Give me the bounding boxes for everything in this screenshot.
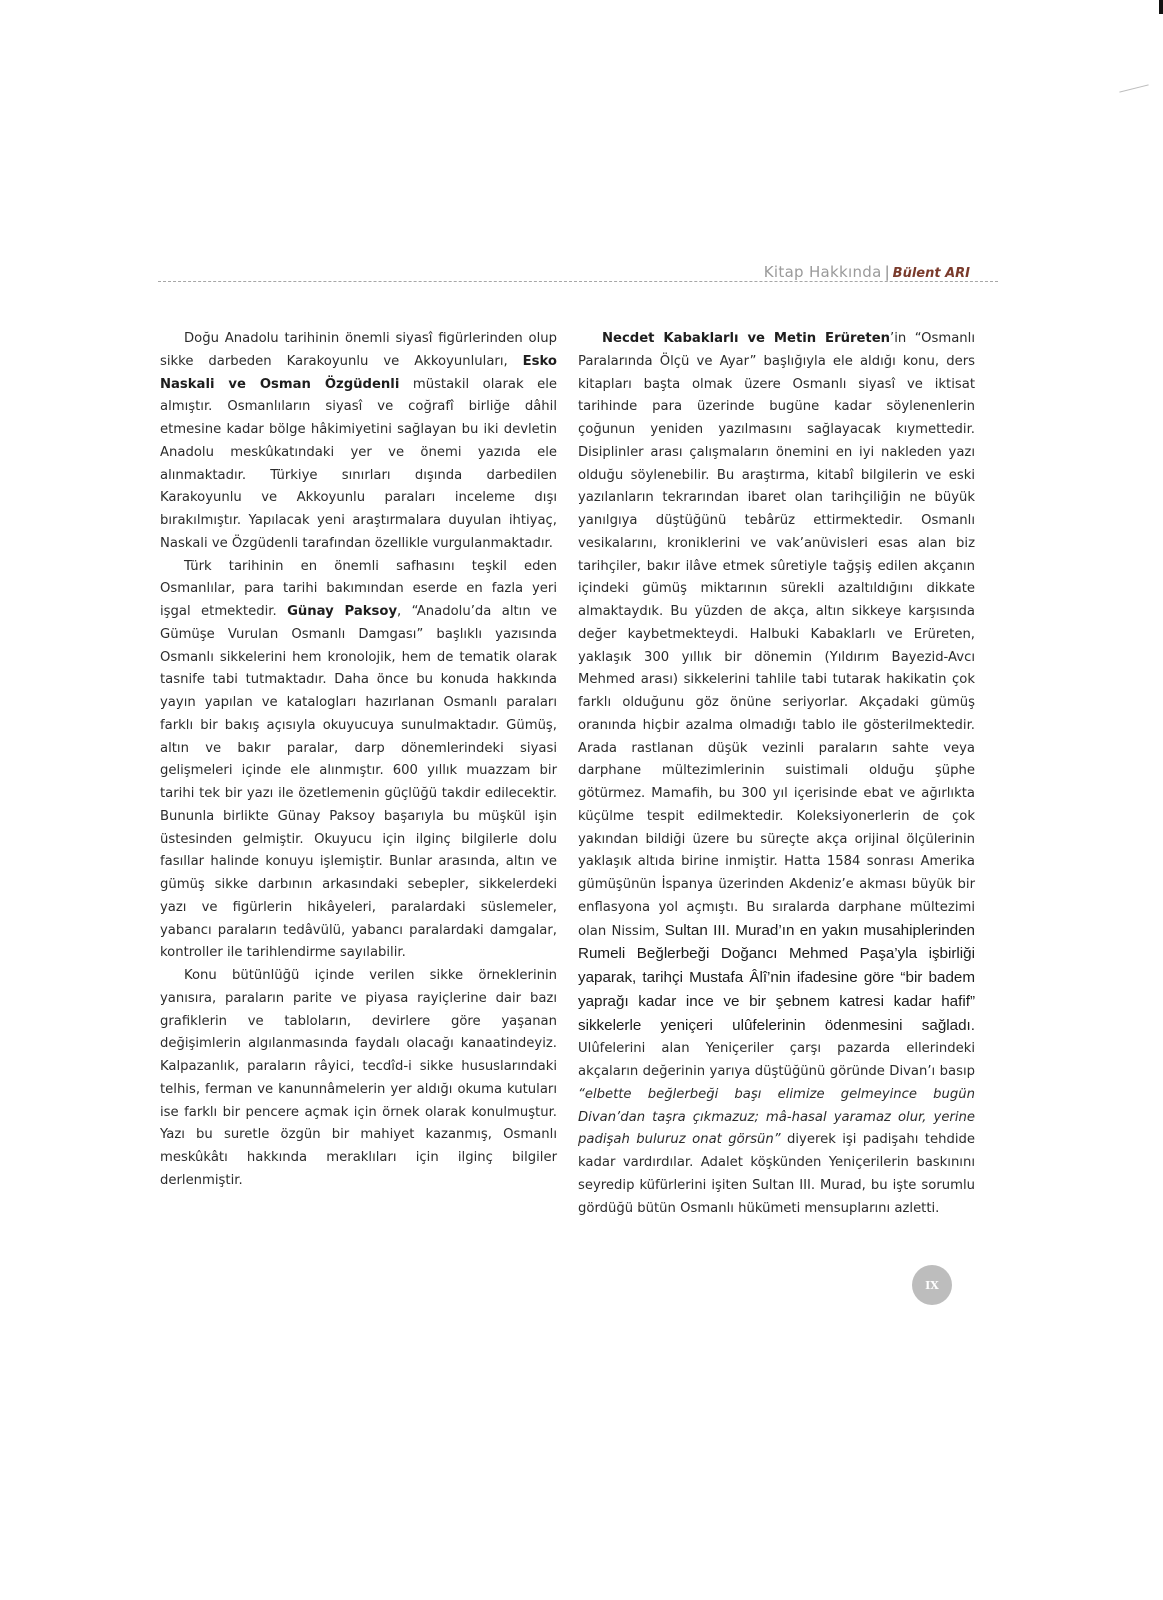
paragraph: Necdet Kabaklarlı ve Metin Erüreten’in “Osmanlı Paralarında Ölçü ve Ayar” başlığıyla ele aldığı konu, ders kitapları başta olmak üzere Osmanlı siyasî ve iktisat tarihinde para üzerinde bugüne kadar söylenenlerin çoğunun yeniden yazılmasını sağlayacak kıymettedir. Disiplinler arası çalışmaların önemini en iyi nakleden yazı olduğu söylenebilir. Bu araştırma, kitabî bilgilerin ve eski yazılanların tekrarından ibaret olan tarihçiliğin ne büyük yanılgıya düştüğünü tebârüz ettirmektedir. Osmanlı vesikalarını, kroniklerini ve vak’anüvisleri esas alan biz tarihçiler, bakır ilâve etmek sûretiyle tağşiş edilen akçanın içindeki gümüş miktarının sürekli azaltıldığını dikkate almaktaydık. Bu yüzden de akça, altın sikkeye karşısında değer kaybetmekteydi. Halbuki Kabaklarlı ve Erüreten, yaklaşık 300 yıllık bir dönemin (Yıldırım Bayezid-Avcı Mehmed arası) sikkelerini tahlile tabi tutarak hakikatin çok farklı olduğunu göz önüne seriyorlar. Akçadaki gümüş oranında hiçbir azalma olmadığı tablo ile gösterilmektedir. Arada rastlanan düşük vezinli paraların sahte veya darphane mültezimlerinin suistimali olduğu şüphe götürmez. Mamafih, bu 300 yıl içerisinde ebat ve ağırlıkta küçülme tespit edilmektedir. Koleksiyonerlerin de çok yakından bildiği üzere bu süreçte akça orijinal ölçülerinin yaklaşık altıda birine inmiştir. Hatta 1584 sonrası Amerika gümüşünün İspanya üzerinden Akdeniz’e akması büyük bir enflasyona yol açmıştı. Bu sıralarda darphane mültezimi olan Nissim, Sultan III. Murad’ın en yakın musahiplerinden Rumeli Beğlerbeği Doğancı Mehmed Paşa’yla işbirliği yaparak, tarihçi Mustafa Âlî’nin ifadesine göre “bir badem yaprağı kadar ince ve bir şebnem katresi kadar hafif” sikkelerle yeniçeri ulûfelerinin ödenmesini sağladı. Ulûfelerini alan Yeniçeriler çarşı pazarda ellerindeki akçaların değerinin yarıya düştüğünü göründe Divan’ı basıp “elbette beğlerbeği başı elimize gelmeyince bugün Divan’dan taşra çıkmazuz; mâ-hasal yaramaz olur, yerine padişah buluruz onat görsün” diyerek işi padişahı tehdide kadar vardırdılar. Adalet köşkünden Yeniçerilerin baskınını seyredip küfürlerini işiten Sultan III. Murad, bu işte sorumlu gördüğü bütün Osmanlı hükümeti mensuplarını azletti. bbox=[578, 331, 975, 1216]
page-number-badge: IX bbox=[912, 1265, 952, 1305]
paragraph: Konu bütünlüğü içinde verilen sikke örneklerinin yanısıra, paraların parite ve piyasa rayiçlerine dair bazı grafiklerin ve tabloların, devirlere göre yaşanan değişimlerin algılanmasında faydalı olacağı kanaatindeyiz. Kalpazanlık, paraların râyici, tecdîd-i sikke hususlarındaki telhis, ferman ve kanunnâmelerin yer aldığı okuma kutuları ise farklı bir pencere açmak için örnek olarak konulmuştur. Yazı bu suretle özgün bir mahiyet kazanmış, Osmanlı meskûkâtı hakkında meraklıları için ilginç bilgiler derlenmiştir. bbox=[160, 968, 557, 1188]
running-header bbox=[730, 263, 970, 281]
header-separator: | bbox=[884, 263, 890, 281]
bold-authors: Necdet Kabaklarlı ve Metin Erüreten bbox=[602, 331, 891, 346]
header-rule bbox=[158, 281, 998, 282]
left-column bbox=[160, 328, 557, 1193]
bold-authors: Esko Naskali ve Osman Özgüdenli bbox=[160, 353, 557, 392]
sans-serif-passage: Sultan III. Murad’ın en yakın musahiplerinden Rumeli Beğlerbeği Doğancı Mehmed Paşa’yla işbirliği yaparak, tarihçi Mustafa Âlî’nin ifadesine göre “bir badem yaprağı kadar ince ve bir şebnem katresi kadar hafif” sikkelerle yeniçeri ulûfelerinin ödenmesini sağladı. bbox=[578, 921, 975, 1034]
right-column bbox=[578, 328, 975, 1220]
italic-quote: “elbette beğlerbeği başı elimize gelmeyince bugün Divan’dan taşra çıkmazuz; mâ-hasal yaramaz olur, yerine padişah buluruz onat görsün” bbox=[578, 1086, 975, 1148]
header-author: Bülent ARI bbox=[892, 266, 970, 281]
scan-edge-mark bbox=[1159, 0, 1163, 14]
bold-author: Günay Paksoy bbox=[287, 604, 398, 619]
paragraph: Doğu Anadolu tarihinin önemli siyasî figürlerinden olup sikke darbeden Karakoyunlu ve Akkoyunluları, Esko Naskali ve Osman Özgüdenli müstakil olarak ele almıştır. Osmanlıların siyasî ve coğrafî birliğe dâhil etmesine kadar bölge hâkimiyetini sağlayan bu iki devletin Anadolu meskûkatındaki yer ve önemi yazıda ele alınmaktadır. Türkiye sınırları dışında darbedilen Karakoyunlu ve Akkoyunlu paraları inceleme dışı bırakılmıştır. Yapılacak yeni araştırmalara duyulan ihtiyaç, Naskali ve Özgüdenli tarafından özellikle vurgulanmaktadır. bbox=[160, 331, 557, 551]
scan-corner-mark bbox=[1119, 84, 1148, 92]
paragraph: Türk tarihinin en önemli safhasını teşkil eden Osmanlılar, para tarihi bakımından eserde en fazla yeri işgal etmektedir. Günay Paksoy, “Anadolu’da altın ve Gümüşe Vurulan Osmanlı Damgası” başlıklı yazısında Osmanlı sikkelerini hem kronolojik, hem de tematik olarak tasnife tabi tutmaktadır. Daha önce bu konuda hakkında yayın yapılan ve katalogları hazırlanan Osmanlı paraları farklı bir bakış açısıyla okuyucuya sunulmaktadır. Gümüş, altın ve bakır paralar, darp dönemlerindeki siyasi gelişmeleri içinde ele alınmıştır. 600 yıllık muazzam bir tarihi tek bir yazı ile özetlemenin güçlüğü takdir edilecektir. Bununla birlikte Günay Paksoy başarıyla bu müşkül işin üstesinden gelmiştir. Okuyucu için ilginç bilgilerle dolu fasıllar halinde konuyu işlemiştir. Bunlar arasında, altın ve gümüş sikke darbının arkasındaki sebepler, sikkelerdeki yazı ve figürlerin hikâyeleri, paralardaki süslemeler, yabancı paraların tedâvülü, yabancı paralardaki damgalar, kontroller ile tarihlendirme sayılabilir. bbox=[160, 558, 557, 961]
header-section-title: Kitap Hakkında bbox=[763, 263, 882, 281]
